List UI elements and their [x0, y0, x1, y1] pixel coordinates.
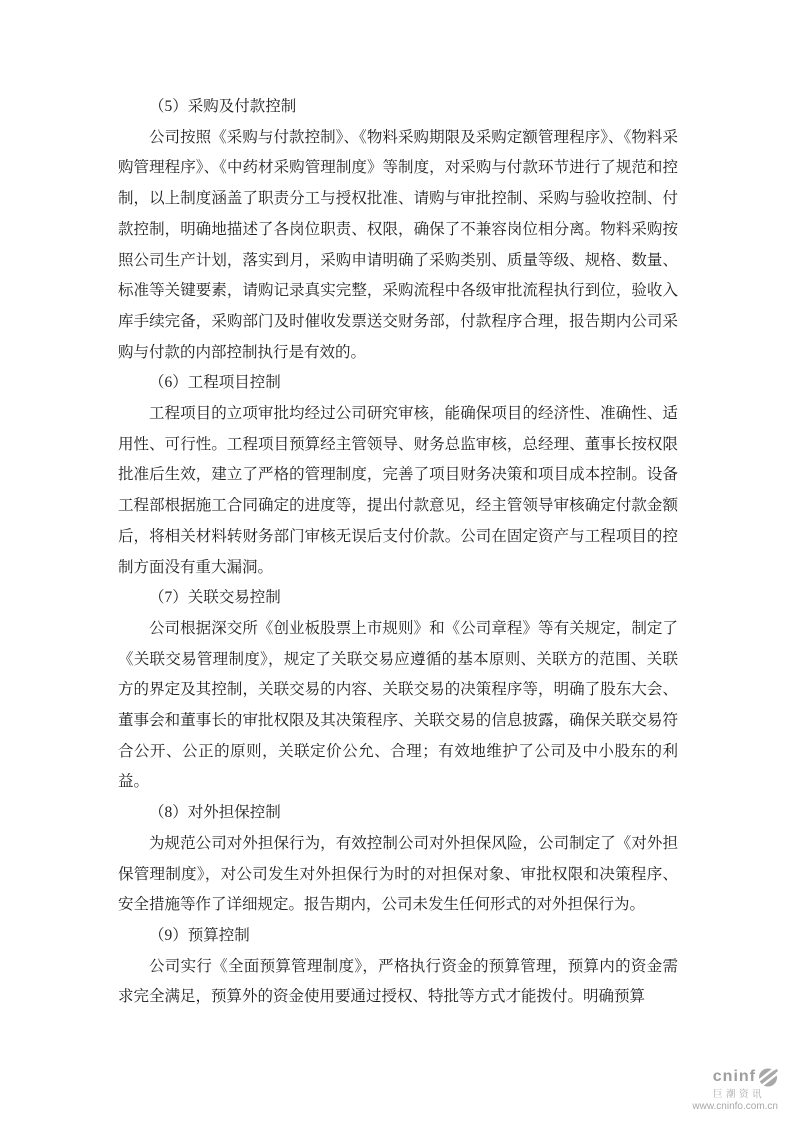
section-purchase-payment-control: [118, 92, 678, 368]
section-heading: （5）采购及付款控制: [149, 98, 297, 115]
cninfo-logo: [692, 1068, 778, 1113]
cninfo-logo-row: [692, 1068, 778, 1087]
cninfo-logo-url: www.cninfo.com.cn: [692, 1101, 778, 1112]
section-paragraph: 公司按照《采购与付款控制》、《物料采购期限及采购定额管理程序》、《物料采购管理程序》、《中药材采购管理制度》等制度，对采购与付款环节进行了规范和控制，以上制度涵盖了职责分工与授权批准、请购与审批控制、采购与验收控制、付款控制，明确地描述了各岗位职责、权限，确保了不兼容岗位相分离。物料采购按照公司生产计划，落实到月，采购申请明确了采购类别、质量等级、规格、数量、标准等关键要素，请购记录真实完整，采购流程中各级审批流程执行到位，验收入库手续完备，采购部门及时催收发票送交财务部，付款程序合理，报告期内公司采购与付款的内部控制执行是有效的。: [118, 128, 678, 361]
section-heading: （8）对外担保控制: [149, 804, 281, 822]
section-budget-control: [118, 921, 678, 1013]
section-paragraph: 公司根据深交所《创业板股票上市规则》和《公司章程》等有关规定，制定了《关联交易管理制度》，规定了关联交易应遵循的基本原则、关联方的范围、关联方的界定及其控制，关联交易的内容、关联交易的决策程序等，明确了股东大会、董事会和董事长的审批权限及其决策程序、关联交易的信息披露，确保关联交易符合公开、公正的原则，关联定价公允、合理；有效地维护了公司及中小股东的利益。: [118, 619, 678, 791]
document-content: [118, 92, 678, 1013]
section-engineering-project-control: [118, 368, 678, 583]
section-heading: （6）工程项目控制: [149, 374, 281, 392]
section-paragraph: 工程项目的立项审批均经过公司研究审核，能确保项目的经济性、准确性、适用性、可行性。工程项目预算经主管领导、财务总监审核，总经理、董事长按权限批准后生效，建立了严格的管理制度，完善了项目财务决策和项目成本控制。设备工程部根据施工合同确定的进度等，提出付款意见，经主管领导审核确定付款金额后，将相关材料转财务部门审核无误后支付价款。公司在固定资产与工程项目的控制方面没有重大漏洞。: [118, 405, 678, 576]
cninfo-logo-subtext: 巨潮资讯: [712, 1088, 765, 1100]
section-external-guarantee-control: [118, 798, 678, 921]
section-paragraph: 公司实行《全面预算管理制度》，严格执行资金的预算管理，预算内的资金需求完全满足，预算外的资金使用要通过授权、特批等方式才能拨付。明确预算: [118, 957, 678, 1006]
cninfo-logo-text: cninf: [712, 1068, 756, 1085]
section-heading: （9）预算控制: [149, 926, 250, 944]
section-paragraph: 为规范公司对外担保行为，有效控制公司对外担保风险，公司制定了《对外担保管理制度》，对公司发生对外担保行为时的对担保对象、审批权限和决策程序、安全措施等作了详细规定。报告期内，公司未发生任何形式的对外担保行为。: [118, 834, 678, 914]
cninfo-swirl-icon: [758, 1068, 778, 1087]
section-heading: （7）关联交易控制: [149, 589, 281, 607]
section-related-transaction-control: [118, 583, 678, 798]
